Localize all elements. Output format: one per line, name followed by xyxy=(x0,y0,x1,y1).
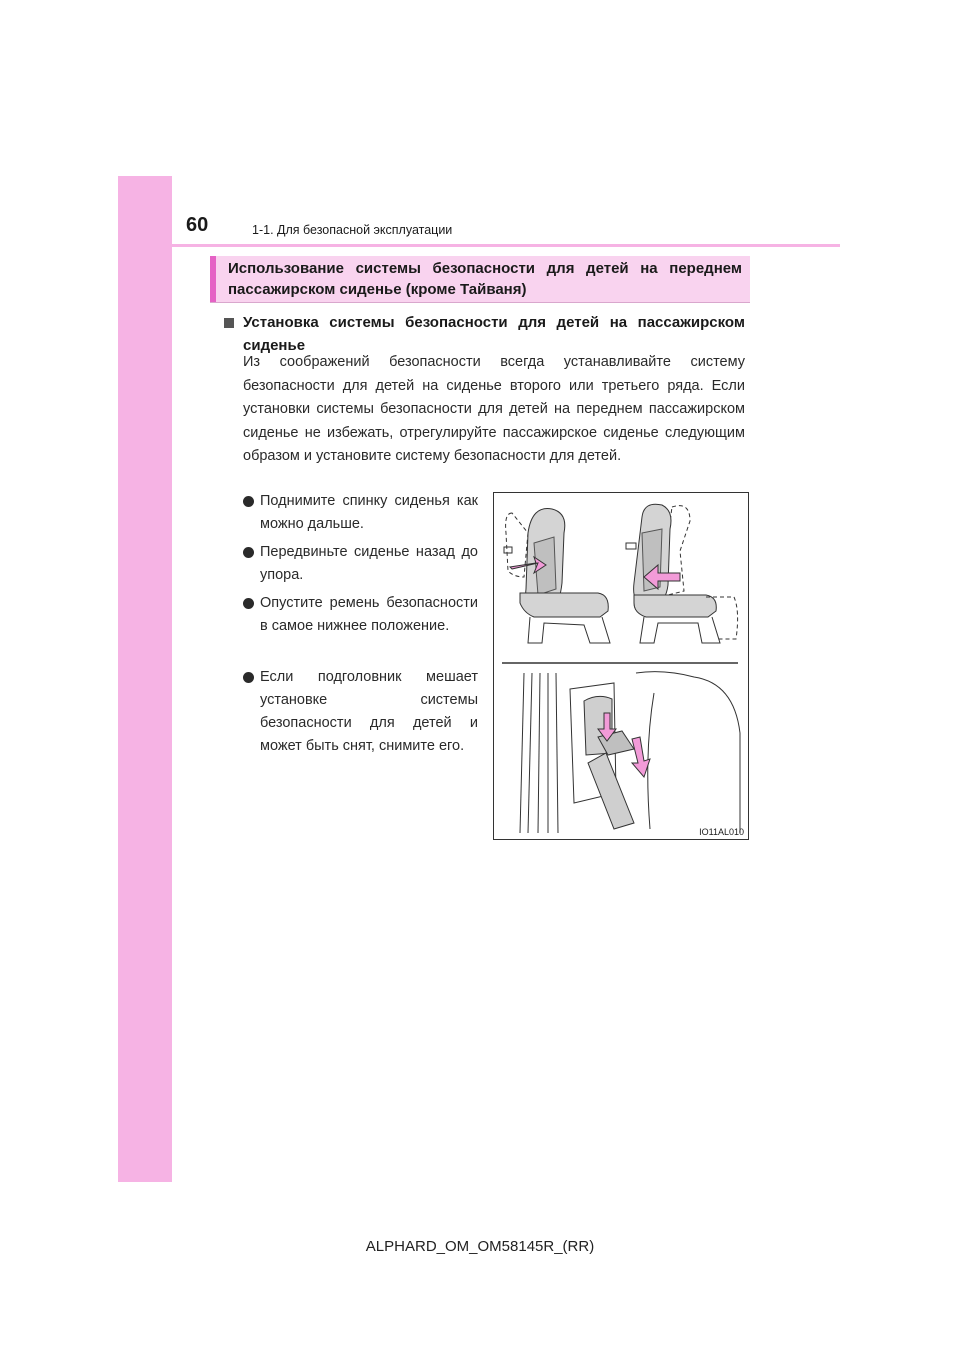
bullet-dot-icon xyxy=(243,547,254,558)
square-bullet-icon xyxy=(224,318,234,328)
seatbelt-anchor-drawing xyxy=(520,672,740,833)
bullet-dot-icon xyxy=(243,598,254,609)
bullet-dot-icon xyxy=(243,672,254,683)
bullet-dot-icon xyxy=(243,496,254,507)
seat-adjustment-illustration xyxy=(493,492,749,840)
bullet-item xyxy=(243,541,478,587)
header-divider xyxy=(118,244,840,247)
topic-box xyxy=(210,256,750,302)
chapter-side-tab xyxy=(118,176,172,1182)
document-code: ALPHARD_OM_OM58145R_(RR) xyxy=(365,1238,595,1255)
topic-underline xyxy=(210,302,750,303)
bullet-text: Поднимите спинку сиденья как можно дальше. xyxy=(260,493,478,532)
bullet-item xyxy=(243,490,478,536)
bullet-item xyxy=(243,592,478,638)
section-title: 1-1. Для безопасной эксплуатации xyxy=(252,223,453,237)
topic-title-line-2: пассажирском сиденье (кроме Тайваня) xyxy=(228,281,527,298)
bullet-text: Если подголовник мешает установке системы безопасности для детей и может быть снят, снимите его. xyxy=(260,669,478,754)
page-number: 60 xyxy=(186,214,209,236)
body-paragraph: Из соображений безопасности всегда устанавливайте систему безопасности для детей на сиденье второго или третьего ряда. Если установки системы безопасности для детей на переднем пассажирском сиденье не избежать, отрегулируйте пассажирское сиденье следующим образом и установите систему безопасности для детей. xyxy=(243,354,745,464)
seat-illustration-drawing xyxy=(494,493,750,841)
illustration-code: IO11AL010 xyxy=(699,827,744,837)
bullet-text: Опустите ремень безопасности в самое нижнее положение. xyxy=(260,595,478,634)
seat-reclined-drawing xyxy=(626,504,738,643)
subsection-title: Установка системы безопасности для детей на пассажирском сиденье xyxy=(243,314,745,354)
bullet-text: Передвиньте сиденье назад до упора. xyxy=(260,544,478,583)
topic-title-line-1: Использование системы безопасности для детей на переднем xyxy=(228,260,742,277)
bullet-item xyxy=(243,666,478,758)
seat-upright-drawing xyxy=(504,509,610,644)
